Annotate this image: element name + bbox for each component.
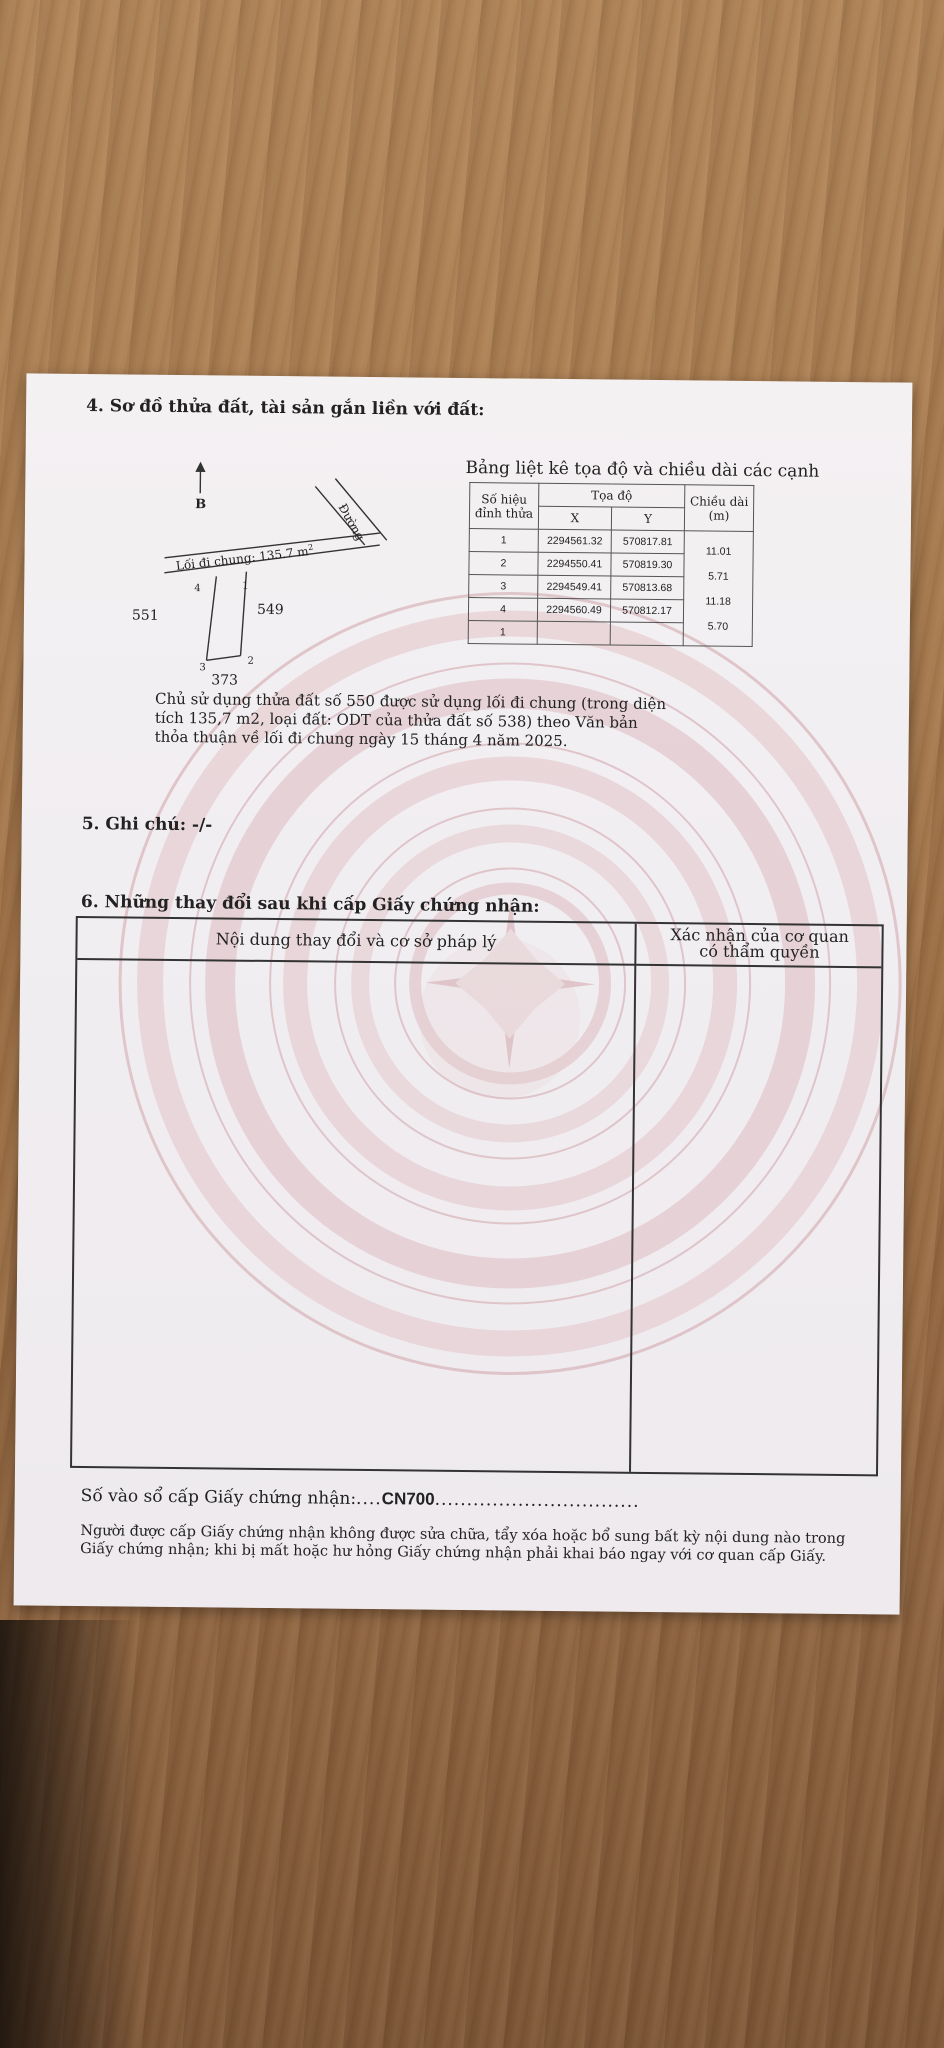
- cell-point: 1: [469, 529, 538, 553]
- land-certificate-page: [14, 373, 913, 1614]
- header-length: Chiều dài (m): [684, 485, 753, 532]
- header-authority-confirmation: [637, 927, 881, 962]
- cell-y: 570819.30: [611, 553, 684, 577]
- cell-x: [537, 621, 610, 645]
- registry-number-line: [81, 1486, 640, 1512]
- footer-warning-note: Người được cấp Giấy chứng nhận không được sửa chữa, tẩy xóa hoặc bổ sung bất kỳ nội dung nào trong Giấy chứng nhận; khi bị mất hoặc hư hỏng Giấy chứng nhận phải khai báo ngay với cơ quan cấp Giấy.: [80, 1523, 846, 1565]
- land-parcel-sketch: [131, 463, 485, 689]
- header-x: X: [538, 506, 611, 530]
- common-path-label: Lối đi chung: 135.7 $m^2$: [175, 542, 314, 573]
- length-value: 5.70: [707, 620, 729, 633]
- cell-y: 570817.81: [611, 530, 684, 554]
- vertex-4-label: 4: [194, 583, 201, 595]
- cell-x: 2294561.32: [538, 529, 611, 553]
- length-value: 11.18: [705, 595, 731, 608]
- cell-x: 2294550.41: [538, 552, 611, 576]
- vertex-1-label: 1: [242, 580, 249, 592]
- section-4-title: 4. Sơ đồ thửa đất, tài sản gắn liền với đất:: [86, 396, 485, 421]
- header-change-content: Nội dung thay đổi và cơ sở pháp lý: [215, 929, 497, 952]
- vertex-2-label: 2: [247, 655, 254, 667]
- registry-number: CN700: [381, 1489, 435, 1509]
- column-divider: [629, 924, 637, 1472]
- cell-lengths: [683, 531, 753, 647]
- cell-x: 2294549.41: [538, 575, 611, 599]
- length-value: 5.71: [708, 570, 729, 583]
- parcel-373-label: 373: [211, 672, 239, 689]
- north-label: B: [195, 497, 207, 513]
- section-5-title: 5. Ghi chú: -/-: [81, 813, 213, 836]
- cell-y: [610, 622, 683, 646]
- header-point: Số hiệu đỉnh thửa: [469, 483, 538, 530]
- table-row: [469, 529, 753, 555]
- header-coord: Tọa độ: [539, 483, 685, 508]
- cell-point: 1: [468, 621, 537, 645]
- parcel-549-label: 549: [256, 601, 284, 619]
- parcel-551-label: 551: [131, 607, 159, 624]
- cell-y: 570812.17: [610, 599, 683, 623]
- registry-dots: ................................: [434, 1489, 640, 1512]
- cell-point: 2: [469, 552, 538, 576]
- shared-path-note: Chủ sử dụng thửa đất số 550 được sử dụng lối đi chung (trong diện tích 135,7 m2, loại đất: ODT của thửa đất số 538) theo Văn bản thỏa thuận về lối đi chung ngày 15 tháng 4 năm 2025.: [154, 689, 667, 751]
- cell-point: 4: [468, 598, 537, 622]
- cell-x: 2294560.49: [537, 598, 610, 622]
- coordinates-table: [468, 482, 755, 647]
- header-authority-line-2: có thẩm quyền: [699, 941, 820, 962]
- road-label: Đường: [335, 501, 368, 544]
- shadow-overlay: [0, 1620, 140, 2048]
- coords-table-title: Bảng liệt kê tọa độ và chiều dài các cạnh: [465, 457, 820, 482]
- vertex-3-label: 3: [199, 662, 206, 674]
- north-arrow-icon: [196, 463, 204, 471]
- length-value: 11.01: [705, 545, 732, 558]
- section-6-title: 6. Những thay đổi sau khi cấp Giấy chứng nhận:: [80, 891, 540, 917]
- header-y: Y: [611, 507, 684, 531]
- cell-point: 3: [469, 575, 538, 599]
- header-authority-line-1: Xác nhận của cơ quan: [670, 925, 849, 947]
- cell-y: 570813.68: [611, 576, 684, 600]
- registry-dots: ....: [355, 1488, 382, 1510]
- changes-table: [70, 916, 884, 1476]
- registry-label: Số vào sổ cấp Giấy chứng nhận:: [80, 1486, 357, 1509]
